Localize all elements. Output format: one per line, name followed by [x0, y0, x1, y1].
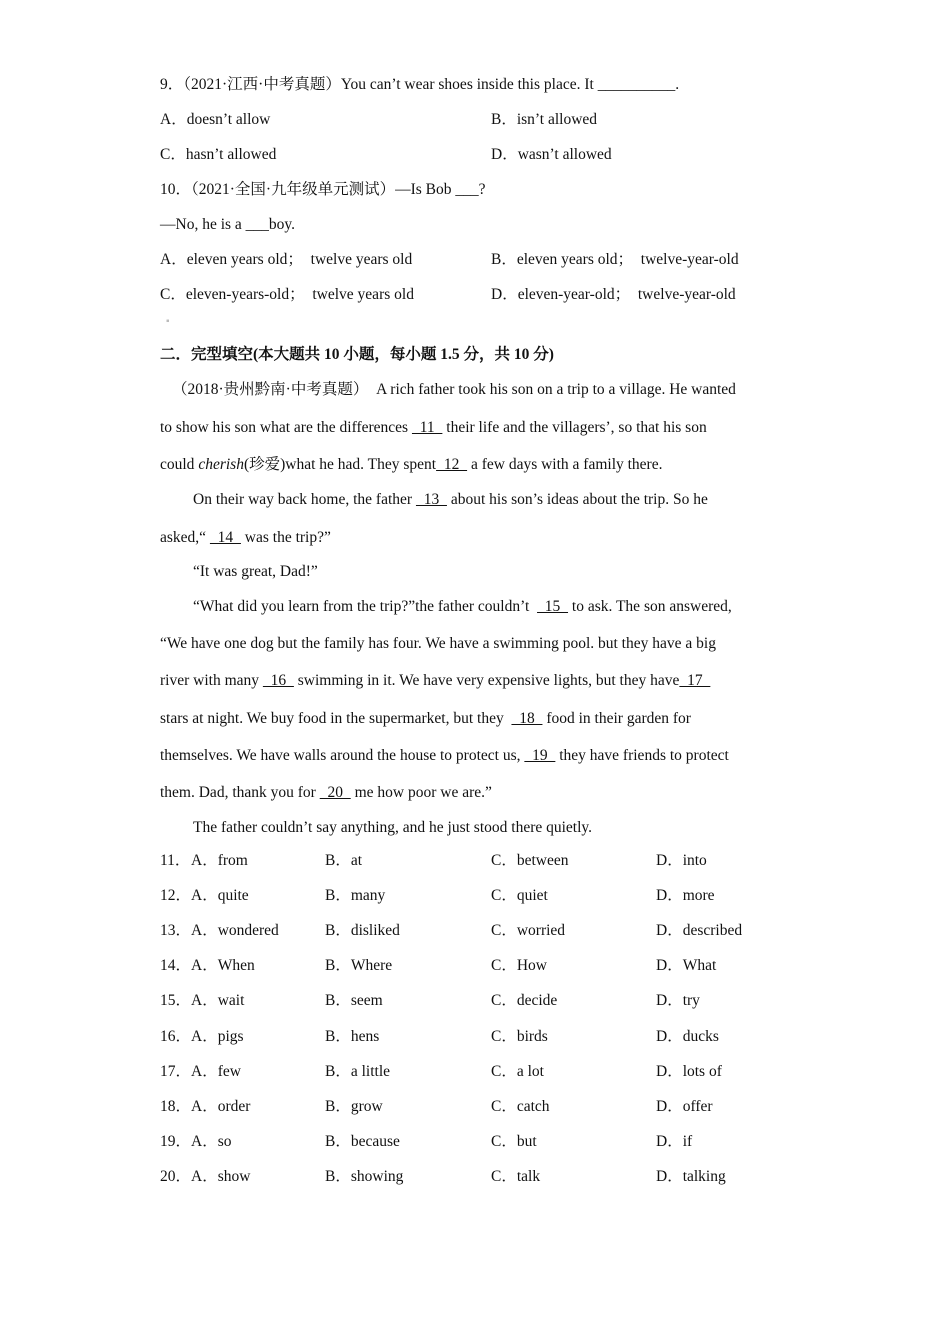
blank-number: 16	[262, 672, 294, 689]
text-segment: B．eleven years old； twelve-year-old	[491, 251, 739, 268]
text-segment: ___	[455, 181, 479, 198]
blank-number: 12	[436, 456, 468, 473]
text-segment: A．eleven years old； twelve years old	[160, 251, 413, 268]
option-c: C．but	[491, 1132, 537, 1150]
blank-number: 14	[209, 529, 241, 546]
text-segment: On their way back home, the father	[193, 491, 416, 508]
blank-number: 15	[537, 598, 569, 615]
text-line	[160, 671, 710, 691]
text-segment: was the trip?”	[240, 529, 331, 546]
text-segment: “It was great, Dad!”	[193, 563, 318, 580]
text-segment: could	[160, 456, 199, 473]
text-line	[491, 110, 597, 130]
text-line	[160, 250, 412, 270]
text-line	[491, 285, 736, 305]
question-number: 11．	[160, 852, 191, 869]
text-segment: 二．完型填空(本大题共 10 小题，每小题 1.5 分，共 10 分)	[160, 346, 554, 363]
blank-number: 17	[679, 672, 711, 689]
text-segment: B．isn’t allowed	[491, 111, 598, 128]
option-d: D．ducks	[656, 1027, 719, 1045]
text-segment: asked,“	[160, 529, 210, 546]
option-c: C．between	[491, 852, 569, 869]
option-a: A．When	[191, 957, 255, 975]
text-line	[160, 634, 716, 654]
text-segment: to ask. The son answered,	[568, 598, 732, 615]
question-number: 20．	[160, 1167, 192, 1185]
option-d: D．described	[656, 922, 743, 940]
option-a: A．so	[191, 1132, 232, 1150]
option-a: A．wait	[191, 992, 245, 1010]
text-line	[160, 528, 331, 548]
question-number: 19．	[160, 1132, 192, 1150]
question-number: 13．	[160, 922, 192, 940]
text-line	[160, 145, 276, 165]
text-line	[491, 145, 612, 165]
option-c: C．catch	[491, 1097, 550, 1115]
blank-number: 18	[511, 710, 543, 727]
text-segment: C．eleven-years-old； twelve years old	[160, 286, 414, 303]
text-segment: D．wasn’t allowed	[491, 146, 612, 163]
text-segment: me how poor we are.”	[350, 784, 492, 801]
text-line	[160, 285, 414, 305]
option-d: D．lots of	[656, 1062, 722, 1080]
text-line	[193, 490, 708, 510]
option-b: B．Where	[325, 957, 393, 975]
text-line	[193, 818, 592, 838]
text-segment: cherish	[198, 456, 244, 473]
text-line	[160, 110, 270, 130]
text-segment: “We have one dog but the family has four. We have a swimming pool. but they have a big	[160, 635, 716, 652]
text-segment: themselves. We have walls around the house to protect us,	[160, 747, 525, 764]
text-line	[160, 746, 729, 766]
text-line	[160, 709, 691, 729]
option-b: B．hens	[325, 1027, 380, 1045]
blank-number: 13	[415, 491, 447, 508]
option-b: B．many	[325, 887, 386, 905]
text-line	[160, 75, 679, 95]
text-segment: 9．（2021·江西·中考真题）You can’t wear shoes inside this place. It	[160, 76, 598, 93]
text-segment: their life and the villagers’, so that his son	[442, 419, 707, 436]
text-segment: a few days with a family there.	[467, 456, 663, 473]
blank-number: 20	[319, 784, 351, 801]
option-d: D．more	[656, 887, 715, 905]
text-segment: boy.	[268, 216, 296, 233]
text-segment: to show his son what are the differences	[160, 419, 412, 436]
text-segment: .	[675, 76, 680, 93]
option-c: C．decide	[491, 992, 558, 1010]
option-d: D．offer	[656, 1097, 713, 1115]
option-b: B．grow	[325, 1097, 383, 1115]
option-b: B．showing	[325, 1167, 404, 1185]
option-d: D．if	[656, 1132, 693, 1150]
option-a: A．show	[191, 1167, 251, 1185]
text-line	[160, 418, 707, 438]
text-segment: stars at night. We buy food in the supermarket, but they	[160, 710, 512, 727]
question-number: 17．	[160, 1062, 192, 1080]
option-d: D．talking	[656, 1167, 726, 1185]
text-line	[193, 562, 318, 582]
option-b: B．because	[325, 1132, 400, 1150]
text-segment: ___	[245, 216, 269, 233]
text-line	[193, 597, 732, 617]
text-segment: (珍爱)what he had. They spent	[243, 456, 437, 473]
text-segment: river with many	[160, 672, 263, 689]
text-segment: （2018·贵州黔南·中考真题） A rich father took his son on a trip to a village. He wanted	[172, 381, 736, 398]
text-line	[160, 180, 486, 200]
text-line	[491, 250, 739, 270]
option-c: C．birds	[491, 1027, 548, 1045]
option-a: A．quite	[191, 887, 249, 905]
option-d: D．What	[656, 957, 717, 975]
option-b: B．seem	[325, 992, 383, 1010]
option-c: C．quiet	[491, 887, 548, 905]
text-segment: __________	[597, 76, 676, 93]
text-segment: them. Dad, thank you for	[160, 784, 320, 801]
text-segment: —No, he is a	[160, 216, 246, 233]
text-line	[172, 380, 736, 400]
text-segment: “What did you learn from the trip?”the father couldn’t	[193, 598, 538, 615]
option-b: B．disliked	[325, 922, 400, 940]
text-segment: C．hasn’t allowed	[160, 146, 277, 163]
option-a: A．from	[191, 852, 248, 869]
option-c: C．worried	[491, 922, 566, 940]
question-number: 15．	[160, 992, 192, 1010]
option-c: C．talk	[491, 1167, 541, 1185]
text-line	[160, 215, 295, 235]
text-segment: they have friends to protect	[555, 747, 729, 764]
text-segment: A．doesn’t allow	[160, 111, 271, 128]
option-a: A．wondered	[191, 922, 279, 940]
text-segment: about his son’s ideas about the trip. So he	[446, 491, 708, 508]
text-line	[160, 345, 554, 365]
option-c: C．How	[491, 957, 547, 975]
option-b: B．a little	[325, 1062, 391, 1080]
question-number: 14．	[160, 957, 192, 975]
blank-number: 11	[411, 419, 443, 436]
text-segment: swimming in it. We have very expensive lights, but they have	[293, 672, 680, 689]
text-segment: food in their garden for	[542, 710, 691, 727]
text-line	[160, 783, 492, 803]
text-line	[160, 455, 662, 475]
question-number: 12．	[160, 887, 192, 905]
question-number: 18．	[160, 1097, 192, 1115]
text-segment: D．eleven-year-old； twelve-year-old	[491, 286, 736, 303]
option-d: D．into	[656, 852, 707, 869]
option-d: D．try	[656, 992, 700, 1010]
text-segment: ?	[478, 181, 486, 198]
question-number: 16．	[160, 1027, 192, 1045]
blank-number: 19	[524, 747, 556, 764]
option-a: A．few	[191, 1062, 241, 1080]
option-a: A．order	[191, 1097, 251, 1115]
option-a: A．pigs	[191, 1027, 244, 1045]
text-segment: 10．（2021·全国·九年级单元测试）—Is Bob	[160, 181, 456, 198]
text-segment: The father couldn’t say anything, and he just stood there quietly.	[193, 819, 593, 836]
paragraph-mark: ▪	[166, 316, 170, 327]
option-c: C．a lot	[491, 1062, 544, 1080]
option-b: B．at	[325, 852, 363, 869]
